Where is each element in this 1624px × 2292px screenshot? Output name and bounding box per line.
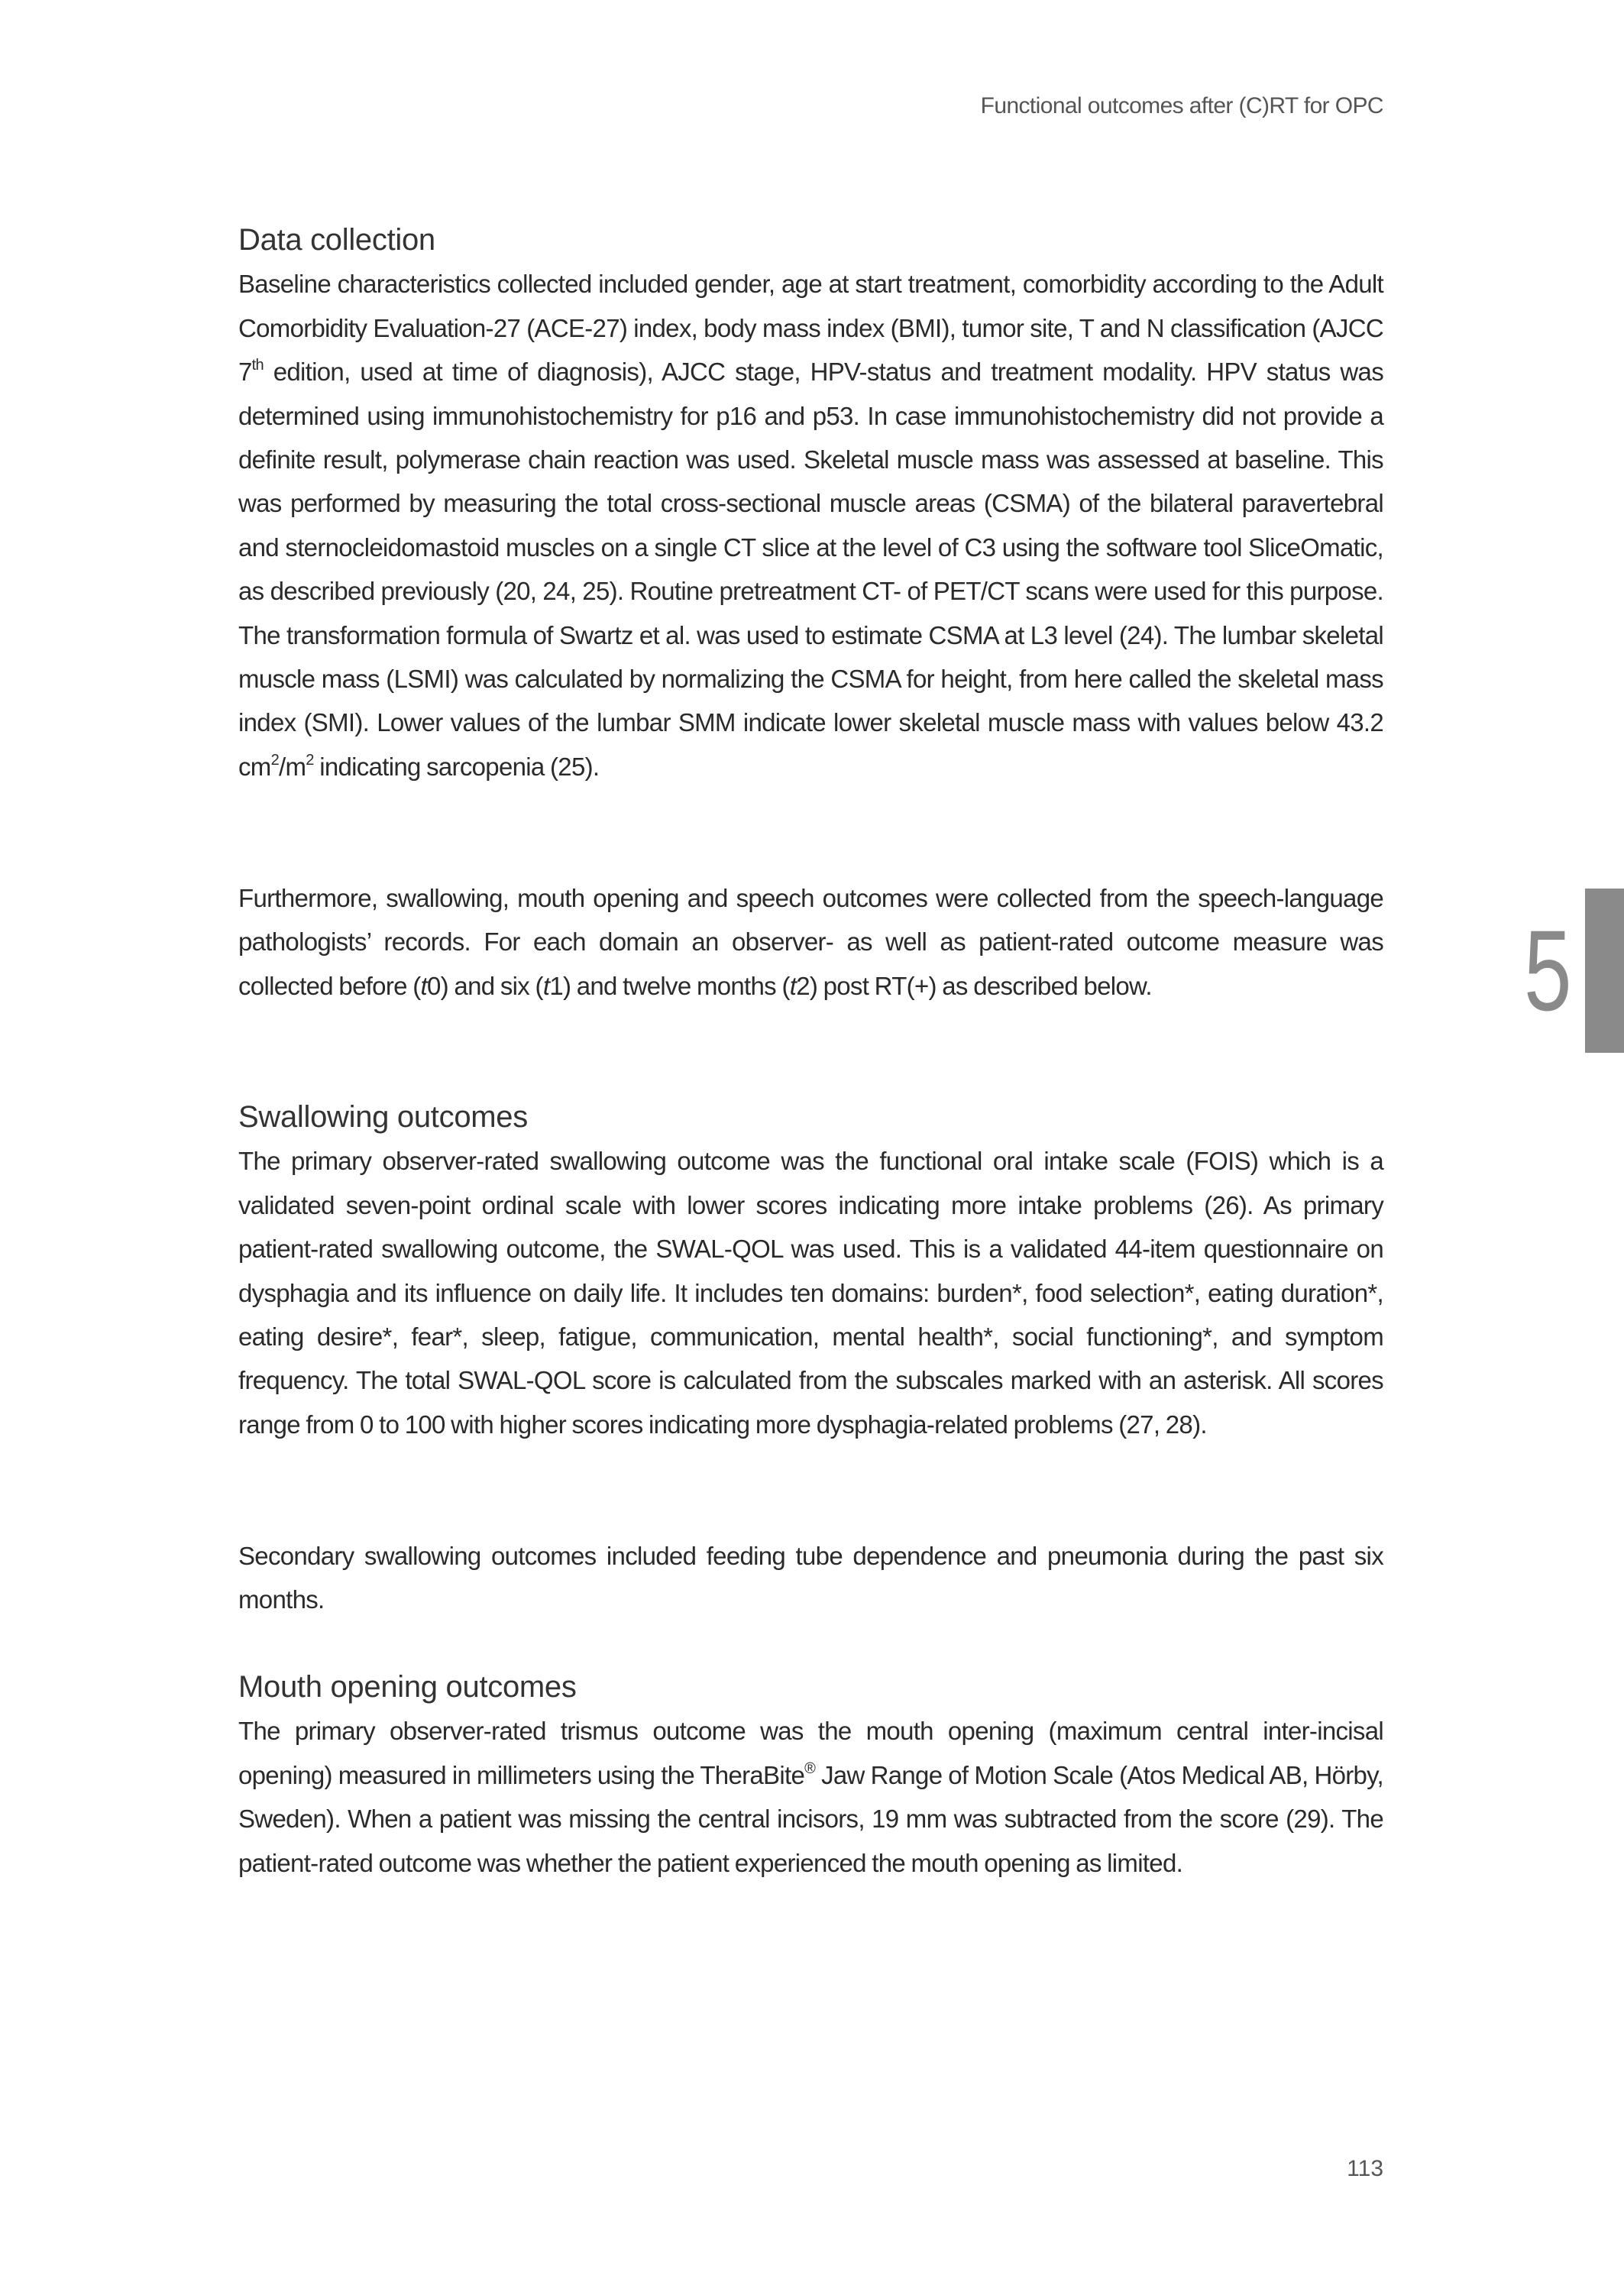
section-data-collection-cont [238, 876, 1383, 1008]
paragraph: Secondary swallowing outcomes included feeding tube dependence and pneumonia during the past six months. [238, 1542, 1383, 1614]
text: 0) and six ( [427, 971, 543, 1000]
chapter-tab [1585, 889, 1624, 1053]
chapter-number: 5 [1524, 906, 1572, 1034]
section-swallowing [238, 1096, 1383, 1446]
section-heading: Swallowing outcomes [238, 1100, 528, 1134]
text: 1) and twelve months ( [549, 971, 790, 1000]
superscript: 2 [270, 751, 280, 769]
paragraph: The primary observer-rated swallowing outcome was the functional oral intake scale (FOIS) which is a validated seven-point ordinal scale with lower scores indicating more intake problems (26). As primary patient-rated swallowing outcome, the SWAL-QOL was used. This is a validated 44-item questionnaire on dysphagia and its influence on daily life. It includes ten domains: burden*, food selection*, eating duration*, eating desire*, fear*, sleep, fatigue, communication, mental health*, social functioning*, and symptom frequency. The total SWAL-QOL score is calculated from the subscales marked with an asterisk. All scores range from 0 to 100 with higher scores indicating more dysphagia-related problems (27, 28). [238, 1147, 1383, 1439]
running-head: Functional outcomes after (C)RT for OPC [980, 93, 1383, 118]
text: Furthermore, swallowing, mouth opening and speech outcomes were collected from the speech-language pathologists’ records. For each domain an observer- as well as patient-rated outcome measure was collected before ( [238, 884, 1383, 1000]
italic: t [542, 971, 550, 1000]
section-heading: Data collection [238, 223, 435, 257]
text: The primary observer-rated trismus outcome was the mouth opening (maximum central inter-incisal opening) measured in millimeters using the TheraBite [238, 1717, 1383, 1789]
section-mouth-opening [238, 1666, 1383, 1885]
text: Jaw Range of Motion Scale (Atos Medical AB, Hörby, Sweden). When a patient was missing the central incisors, 19 mm was subtracted from the score (29). The patient-rated outcome was whether the patient experienced the mouth opening as limited. [238, 1760, 1383, 1877]
text: /m [279, 752, 306, 781]
page-number: 113 [1347, 2156, 1383, 2181]
registered-mark: ® [804, 1759, 816, 1777]
section-swallowing-secondary [238, 1534, 1383, 1622]
superscript: 2 [306, 751, 314, 769]
superscript: th [251, 357, 264, 374]
paragraph [238, 1709, 1383, 1885]
section-heading: Mouth opening outcomes [238, 1670, 577, 1704]
text: edition, used at time of diagnosis), AJCC stage, HPV-status and treatment modality. HPV status was determined using immunohistochemistry for p16 and p53. In case immunohistochemistry did not provide a definite result, polymerase chain reaction was used. Skeletal muscle mass was assessed at baseline. This was performed by measuring the total cross-sectional muscle areas (CSMA) of the bilateral paravertebral and sternocleidomastoid muscles on a single CT slice at the level of C3 using the software tool SliceOmatic, as described previously (20, 24, 25). Routine pretreatment CT- of PET/CT scans were used for this purpose. The transformation formula of Swartz et al. was used to estimate CSMA at L3 level (24). The lumbar skeletal muscle mass (LSMI) was calculated by normalizing the CSMA for height, from here called the skeletal mass index (SMI). Lower values of the lumbar SMM indicate lower skeletal muscle mass with values below 43.2 cm [238, 358, 1383, 781]
italic: t [420, 971, 428, 1000]
paragraph [238, 876, 1383, 1008]
paragraph [238, 262, 1383, 788]
section-data-collection [238, 219, 1383, 788]
text: indicating sarcopenia (25). [313, 752, 600, 781]
text: Baseline characteristics collected included gender, age at start treatment, comorbidity according to the Adult Comorbidity Evaluation-27 (ACE-27) index, body mass index (BMI), tumor site, T and N classification (AJCC 7 [238, 270, 1383, 387]
text: 2) post RT(+) as described below. [796, 971, 1152, 1000]
italic: t [789, 971, 797, 1000]
